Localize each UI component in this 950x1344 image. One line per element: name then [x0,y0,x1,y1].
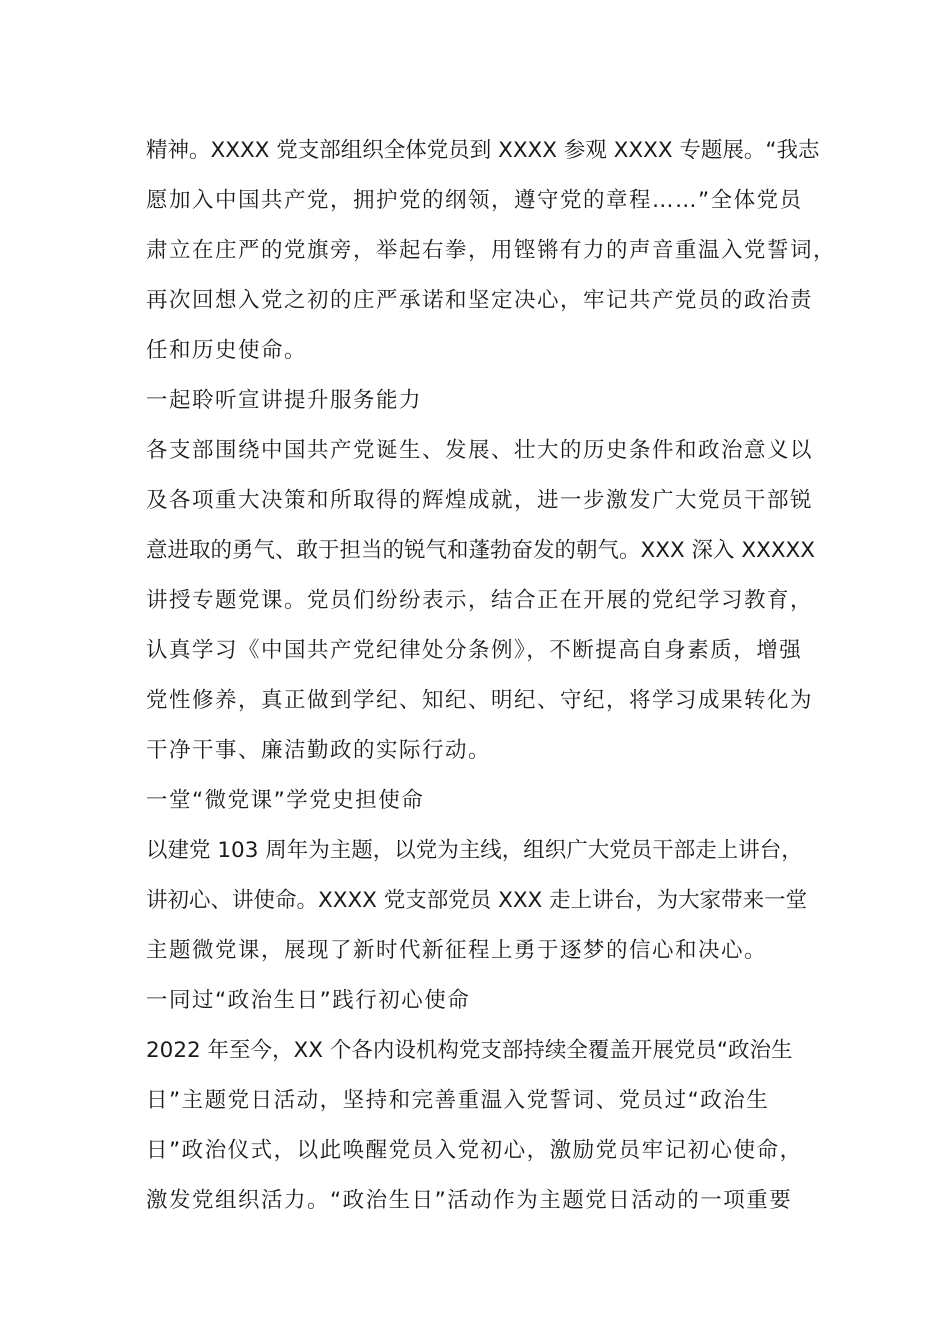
section-heading: 一起聆听宣讲提升服务能力 [146,388,423,413]
text-line: 党性修养，真正做到学纪、知纪、明纪、守纪，将学习成果转化为 [146,688,814,713]
section-heading: 一堂“微党课”学党史担使命 [146,788,425,813]
text-line: 激发党组织活力。“政治生日”活动作为主题党日活动的一项重要 [146,1188,793,1213]
text-line: 任和历史使命。 [146,338,308,363]
text-line: 再次回想入党之初的庄严承诺和坚定决心，牢记共产党员的政治责 [146,288,814,313]
section-heading: 一同过“政治生日”践行初心使命 [146,988,471,1013]
text-line: 主题微党课，展现了新时代新征程上勇于逐梦的信心和决心。 [146,938,768,963]
text-line: 日”政治仪式，以此唤醒党员入党初心，激励党员牢记初心使命， [146,1138,803,1163]
text-line: 认真学习《中国共产党纪律处分条例》，不断提高自身素质，增强 [146,638,803,663]
text-line: 干净干事、廉洁勤政的实际行动。 [146,738,492,763]
text-line: 2022 年至今，XX 个各内设机构党支部持续全覆盖开展党员“政治生 [146,1038,793,1063]
text-line: 以建党 103 周年为主题，以党为主线，组织广大党员干部走上讲台， [146,838,803,863]
text-line: 愿加入中国共产党，拥护党的纲领，遵守党的章程……”全体党员 [146,188,803,213]
text-line: 及各项重大决策和所取得的辉煌成就，进一步激发广大党员干部锐 [146,488,814,513]
text-line: 精神。XXXX 党支部组织全体党员到 XXXX 参观 XXXX 专题展。“我志 [146,138,820,163]
text-line: 日”主题党日活动，坚持和完善重温入党誓词、党员过“政治生 [146,1088,770,1113]
text-line: 各支部围绕中国共产党诞生、发展、壮大的历史条件和政治意义以 [146,438,814,463]
text-line: 讲初心、讲使命。XXXX 党支部党员 XXX 走上讲台，为大家带来一堂 [146,888,808,913]
text-line: 意进取的勇气、敢于担当的锐气和蓬勃奋发的朝气。XXX 深入 XXXXX [146,538,816,563]
text-line: 肃立在庄严的党旗旁，举起右拳，用铿锵有力的声音重温入党誓词， [146,238,837,263]
text-line: 讲授专题党课。党员们纷纷表示，结合正在开展的党纪学习教育， [146,588,814,613]
